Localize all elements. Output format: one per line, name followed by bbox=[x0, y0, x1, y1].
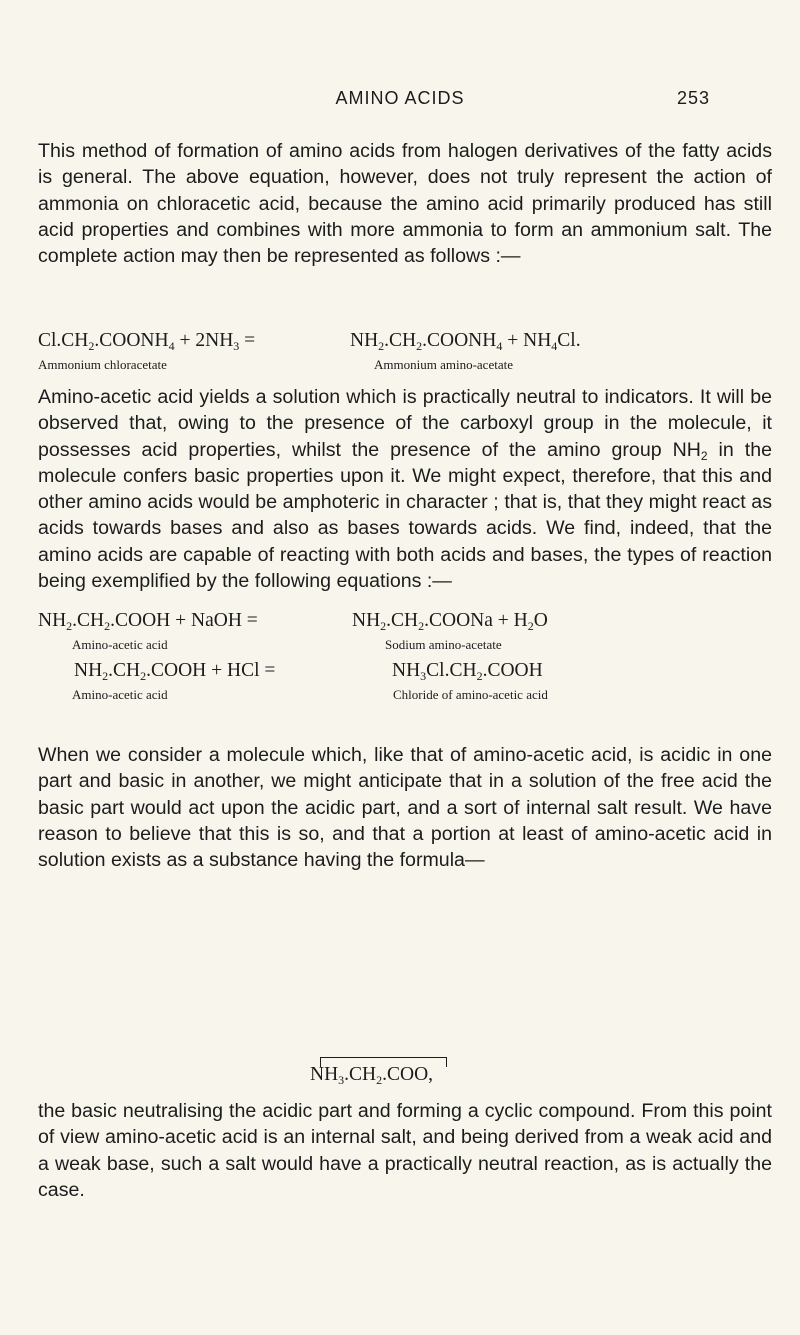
equation-ammonium-salt bbox=[38, 330, 772, 386]
bond-bar bbox=[320, 1057, 446, 1058]
equation-rhs: $NH_2.CH_2.COONa + H_2O$ bbox=[352, 610, 548, 633]
equation-rhs: $NH_2.CH_2.COONH_4 + NH_4Cl$. bbox=[350, 330, 581, 353]
equation-label-right: Ammonium amino-acetate bbox=[374, 357, 513, 372]
equation-lhs: $Cl.CH_2.COONH_4 + 2NH_3$ = bbox=[38, 330, 256, 353]
formula-text: $NH_3.CH_2.COO$, bbox=[310, 1064, 434, 1087]
page-number: 253 bbox=[676, 88, 710, 108]
equation-label-left: Ammonium chloracetate bbox=[38, 357, 167, 372]
equation-with-base bbox=[38, 610, 772, 666]
paragraph-2: Amino-acetic acid yields a solution which is practically neutral to indicators. It will be observed that, owing to the presence of the carboxyl group in the molecule, it possesses acid properties, whilst the presence of the amino group $NH_2$ in the molecule confers basic properties upon it. We might expect, therefore, that this and other amino acids would be amphoteric in character ; that is, that they might react as acids towards bases and also as bases towards acids. We find, indeed, that the amino acids are capable of reacting with both acids and bases, the types of reaction being exemplified by the following equations :— bbox=[38, 386, 772, 593]
equation-lhs: $NH_2.CH_2.COOH$ + HCl = bbox=[74, 660, 276, 683]
equation-lhs: $NH_2.CH_2.COOH$ + NaOH = bbox=[38, 610, 258, 633]
equation-rhs: $NH_3Cl.CH_2.COOH$ bbox=[392, 660, 543, 683]
equation-label-left: Amino-acetic acid bbox=[72, 687, 168, 702]
paragraph-4: the basic neutralising the acidic part and forming a cyclic compound. From this point of view amino-acetic acid is an internal salt, and being derived from a weak acid and a weak base, such a salt would have a practically neutral reaction, as is actually the case. bbox=[38, 1100, 772, 1201]
paragraph-3: When we consider a molecule which, like that of amino-acetic acid, is acidic in one part and basic in another, we might anticipate that in a solution of the free acid the basic part would act upon the acidic part, and a sort of internal salt result. We have reason to believe that this is so, and that a portion at least of amino-acetic acid in solution exists as a substance having the formula— bbox=[38, 744, 772, 872]
internal-salt-formula bbox=[310, 1050, 510, 1087]
page-header bbox=[0, 86, 800, 116]
equation-label-left: Amino-acetic acid bbox=[72, 637, 168, 652]
paragraph-1: This method of formation of amino acids from halogen derivatives of the fatty acids is general. The above equation, however, does not truly represent the action of ammonia on chloracetic acid, because the amino acid primarily produced has still acid properties and combines with more ammonia to form an ammonium salt. The complete action may then be represented as follows :— bbox=[38, 140, 772, 268]
equation-with-acid bbox=[38, 660, 772, 716]
equation-label-right: Sodium amino-acetate bbox=[385, 637, 502, 652]
running-title: AMINO ACIDS bbox=[335, 88, 465, 108]
equation-label-right: Chloride of amino-acetic acid bbox=[393, 687, 548, 702]
bond-tick-right bbox=[446, 1057, 447, 1067]
